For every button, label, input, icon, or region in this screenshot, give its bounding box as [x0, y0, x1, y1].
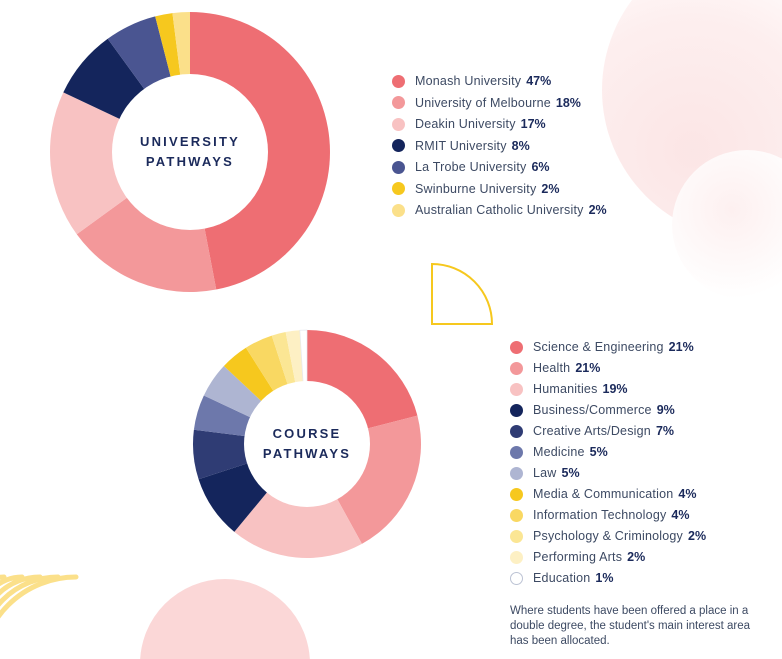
legend-item [510, 571, 706, 585]
university-donut-title-line2: PATHWAYS [145, 154, 235, 169]
legend-label: Medicine [533, 445, 585, 459]
legend-item [510, 508, 706, 522]
legend-item [510, 487, 706, 501]
legend-value: 5% [561, 466, 580, 480]
course-pathways-donut-chart [188, 325, 426, 563]
legend-label: Science & Engineering [533, 340, 664, 354]
course-donut-center [244, 381, 370, 507]
legend-item [392, 182, 607, 196]
legend-color-swatch-icon [510, 572, 523, 585]
decorative-stripes [0, 549, 140, 659]
legend-color-swatch-icon [510, 530, 523, 543]
course-donut-title [263, 424, 351, 464]
legend-label: Creative Arts/Design [533, 424, 651, 438]
legend-label: Psychology & Criminology [533, 529, 683, 543]
legend-item [392, 139, 607, 153]
legend-item [510, 361, 706, 375]
legend-color-swatch-icon [392, 139, 405, 152]
university-pathways-donut-chart [44, 6, 336, 298]
legend-value: 17% [520, 117, 546, 131]
legend-label: Law [533, 466, 557, 480]
legend-label: RMIT University [415, 138, 507, 153]
legend-color-swatch-icon [510, 362, 523, 375]
legend-value: 18% [555, 95, 581, 110]
legend-label: Media & Communication [533, 487, 674, 501]
legend-item [510, 382, 706, 396]
legend-value: 1% [595, 571, 614, 585]
legend-color-swatch-icon [510, 509, 523, 522]
university-donut-title [140, 132, 240, 172]
legend-label: Education [533, 571, 591, 585]
legend-label: Business/Commerce [533, 403, 652, 417]
legend-label: Health [533, 361, 571, 375]
legend-color-swatch-icon [510, 425, 523, 438]
legend-color-swatch-icon [392, 182, 405, 195]
decorative-pink-circle-bottom [140, 579, 310, 659]
legend-value: 2% [588, 203, 607, 217]
legend-value: 4% [671, 508, 690, 522]
legend-item [510, 529, 706, 543]
legend-item [392, 203, 607, 217]
legend-item [392, 160, 607, 174]
course-pathways-legend [510, 340, 706, 592]
legend-value: 8% [511, 138, 530, 153]
legend-label: Information Technology [533, 508, 667, 522]
legend-label: La Trobe University [415, 160, 527, 174]
legend-item [510, 550, 706, 564]
legend-color-swatch-icon [510, 383, 523, 396]
legend-value: 9% [656, 403, 675, 417]
legend-label: Deakin University [415, 117, 516, 131]
legend-item [392, 74, 607, 88]
legend-value: 2% [627, 550, 646, 564]
decorative-quarter-arc-icon [430, 262, 494, 326]
legend-value: 4% [678, 487, 697, 501]
legend-color-swatch-icon [392, 204, 405, 217]
legend-item [510, 403, 706, 417]
course-donut-title-line2: PATHWAYS [262, 446, 352, 461]
legend-color-swatch-icon [392, 118, 405, 131]
legend-item [392, 96, 607, 110]
legend-value: 21% [668, 340, 694, 354]
legend-label: Humanities [533, 382, 598, 396]
course-donut-title-line1: COURSE [272, 426, 342, 441]
legend-color-swatch-icon [392, 75, 405, 88]
legend-item [510, 445, 706, 459]
legend-value: 47% [526, 74, 552, 88]
legend-value: 21% [575, 361, 601, 375]
legend-item [510, 340, 706, 354]
legend-item [510, 424, 706, 438]
legend-value: 5% [589, 445, 608, 459]
university-donut-center [112, 74, 268, 230]
legend-label: Swinburne University [415, 181, 537, 196]
legend-value: 7% [655, 424, 675, 438]
footnote-text: Where students have been offered a place in a double degree, the student's main interest area has been allocated. [510, 605, 751, 647]
legend-label: Monash University [415, 74, 522, 88]
legend-label: University of Melbourne [415, 95, 551, 110]
legend-color-swatch-icon [510, 551, 523, 564]
legend-value: 2% [541, 181, 560, 196]
legend-color-swatch-icon [510, 341, 523, 354]
legend-value: 6% [531, 160, 550, 174]
legend-color-swatch-icon [510, 446, 523, 459]
legend-value: 19% [602, 382, 628, 396]
legend-label: Australian Catholic University [415, 203, 584, 217]
university-pathways-legend [392, 74, 607, 225]
legend-color-swatch-icon [510, 404, 523, 417]
legend-color-swatch-icon [392, 96, 405, 109]
legend-value: 2% [688, 529, 707, 543]
legend-item [392, 117, 607, 131]
legend-color-swatch-icon [510, 467, 523, 480]
legend-label: Performing Arts [533, 550, 623, 564]
legend-color-swatch-icon [510, 488, 523, 501]
university-donut-title-line1: UNIVERSITY [139, 134, 240, 149]
legend-color-swatch-icon [392, 161, 405, 174]
legend-item [510, 466, 706, 480]
